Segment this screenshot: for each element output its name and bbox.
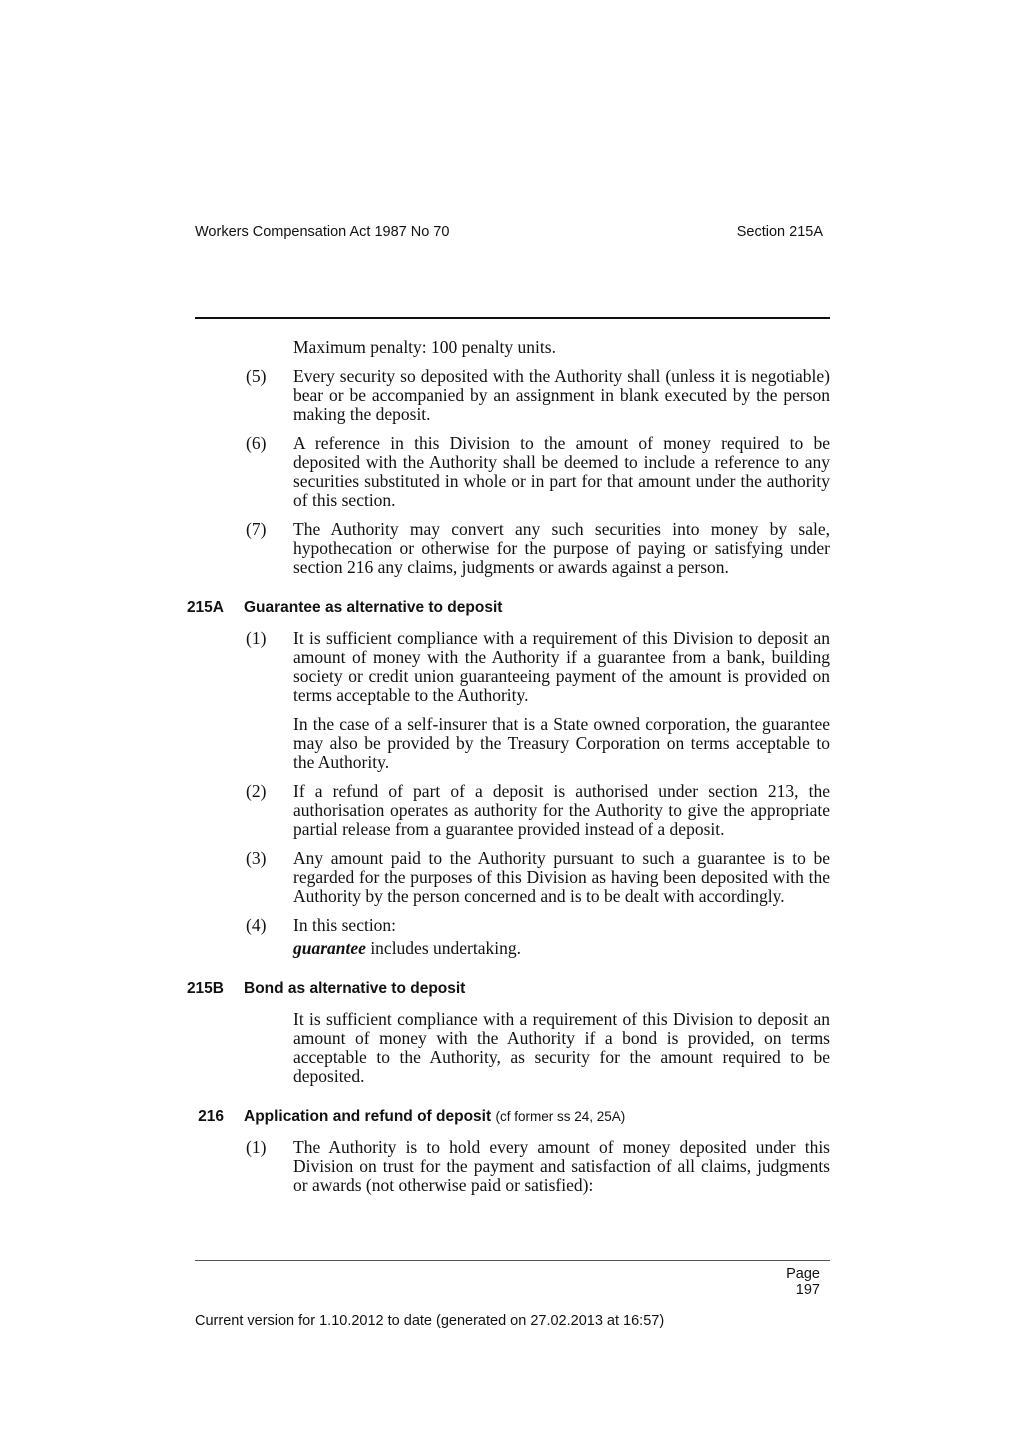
subsection-text: The Authority may convert any such securities into money by sale, hypothecation or otherwise for the purpose of paying or satisfying under section 216 any claims, judgments or awards against a person. bbox=[293, 519, 830, 577]
act-title: Workers Compensation Act 1987 No 70 bbox=[195, 224, 450, 240]
subsection-text: A reference in this Division to the amount of money required to be deposited with the Authority shall be deemed to include a reference to any securities substituted in whole or in part for that amount under the authority of this section. bbox=[293, 433, 830, 510]
page-number: Page 197 bbox=[786, 1266, 820, 1298]
penalty-line: Maximum penalty: 100 penalty units. bbox=[293, 337, 556, 357]
subsection-number: (1) bbox=[246, 628, 267, 648]
subsection-7 bbox=[246, 519, 830, 577]
defined-term: guarantee bbox=[293, 938, 366, 958]
subsection-text: In this section: bbox=[293, 915, 397, 935]
section-heading-215A bbox=[186, 599, 1024, 617]
s215A-subsection-4 bbox=[246, 915, 830, 935]
section-reference: Section 215A bbox=[736, 224, 823, 240]
subsection-text: The Authority is to hold every amount of money deposited under this Division on trust for the payment and satisfaction of all claims, judgments or awards (not otherwise paid or satisfied): bbox=[293, 1137, 830, 1195]
definition-text: includes undertaking. bbox=[365, 938, 521, 958]
subsection-text: Any amount paid to the Authority pursuant to such a guarantee is to be regarded for the purposes of this Division as having been deposited with the Authority by the person concerned and is to be dealt with accordingly. bbox=[293, 848, 830, 906]
subsection-6 bbox=[246, 433, 830, 510]
subsection-number: (4) bbox=[246, 915, 267, 935]
section-title: Application and refund of deposit bbox=[244, 1108, 492, 1125]
section-title: Guarantee as alternative to deposit bbox=[244, 599, 503, 616]
section-title: Bond as alternative to deposit bbox=[244, 980, 466, 997]
subsection-text: Every security so deposited with the Authority shall (unless it is negotiable) bear or be accompanied by an assignment in blank executed by the person making the deposit. bbox=[293, 366, 830, 424]
subsection-number: (7) bbox=[246, 519, 267, 539]
s215A-subsection-2 bbox=[246, 781, 830, 839]
subsection-number: (6) bbox=[246, 433, 267, 453]
subsection-number: (3) bbox=[246, 848, 267, 868]
section-number: 215A bbox=[186, 599, 224, 616]
subsection-text: If a refund of part of a deposit is authorised under section 213, the authorisation operates as authority for the Authority to give the appropriate partial release from a guarantee provided instead of a deposit. bbox=[293, 781, 830, 839]
s216-subsection-1 bbox=[246, 1137, 830, 1195]
s215A-subsection-3 bbox=[246, 848, 830, 906]
definition-guarantee bbox=[293, 939, 830, 958]
header-rule bbox=[195, 317, 830, 319]
subsection-number: (2) bbox=[246, 781, 267, 801]
section-heading-215B bbox=[186, 980, 1024, 998]
s215B-text: It is sufficient compliance with a requirement of this Division to deposit an amount of money with the Authority if a bond is provided, on terms acceptable to the Authority, as security for the amount required to be deposited. bbox=[293, 1009, 830, 1086]
section-number: 215B bbox=[186, 980, 224, 997]
section-number: 216 bbox=[198, 1108, 224, 1125]
subsection-5 bbox=[246, 366, 830, 424]
running-header bbox=[195, 224, 823, 240]
section-cross-reference: (cf former ss 24, 25A) bbox=[495, 1109, 626, 1124]
subsection-text: It is sufficient compliance with a requirement of this Division to deposit an amount of money with the Authority if a guarantee from a bank, building society or credit union guaranteeing payment of the amount is provided on terms acceptable to the Authority. bbox=[293, 628, 830, 705]
page-body bbox=[0, 338, 1024, 1195]
footer-rule bbox=[195, 1260, 830, 1261]
subsection-number: (1) bbox=[246, 1137, 267, 1157]
subsection-number: (5) bbox=[246, 366, 267, 386]
version-footer: Current version for 1.10.2012 to date (generated on 27.02.2013 at 16:57) bbox=[195, 1313, 665, 1329]
s215A-subsection-1 bbox=[246, 628, 830, 705]
section-heading-216 bbox=[198, 1108, 1024, 1126]
s215A-subsection-1-continued: In the case of a self-insurer that is a State owned corporation, the guarantee may also be provided by the Treasury Corporation on terms acceptable to the Authority. bbox=[293, 714, 830, 772]
